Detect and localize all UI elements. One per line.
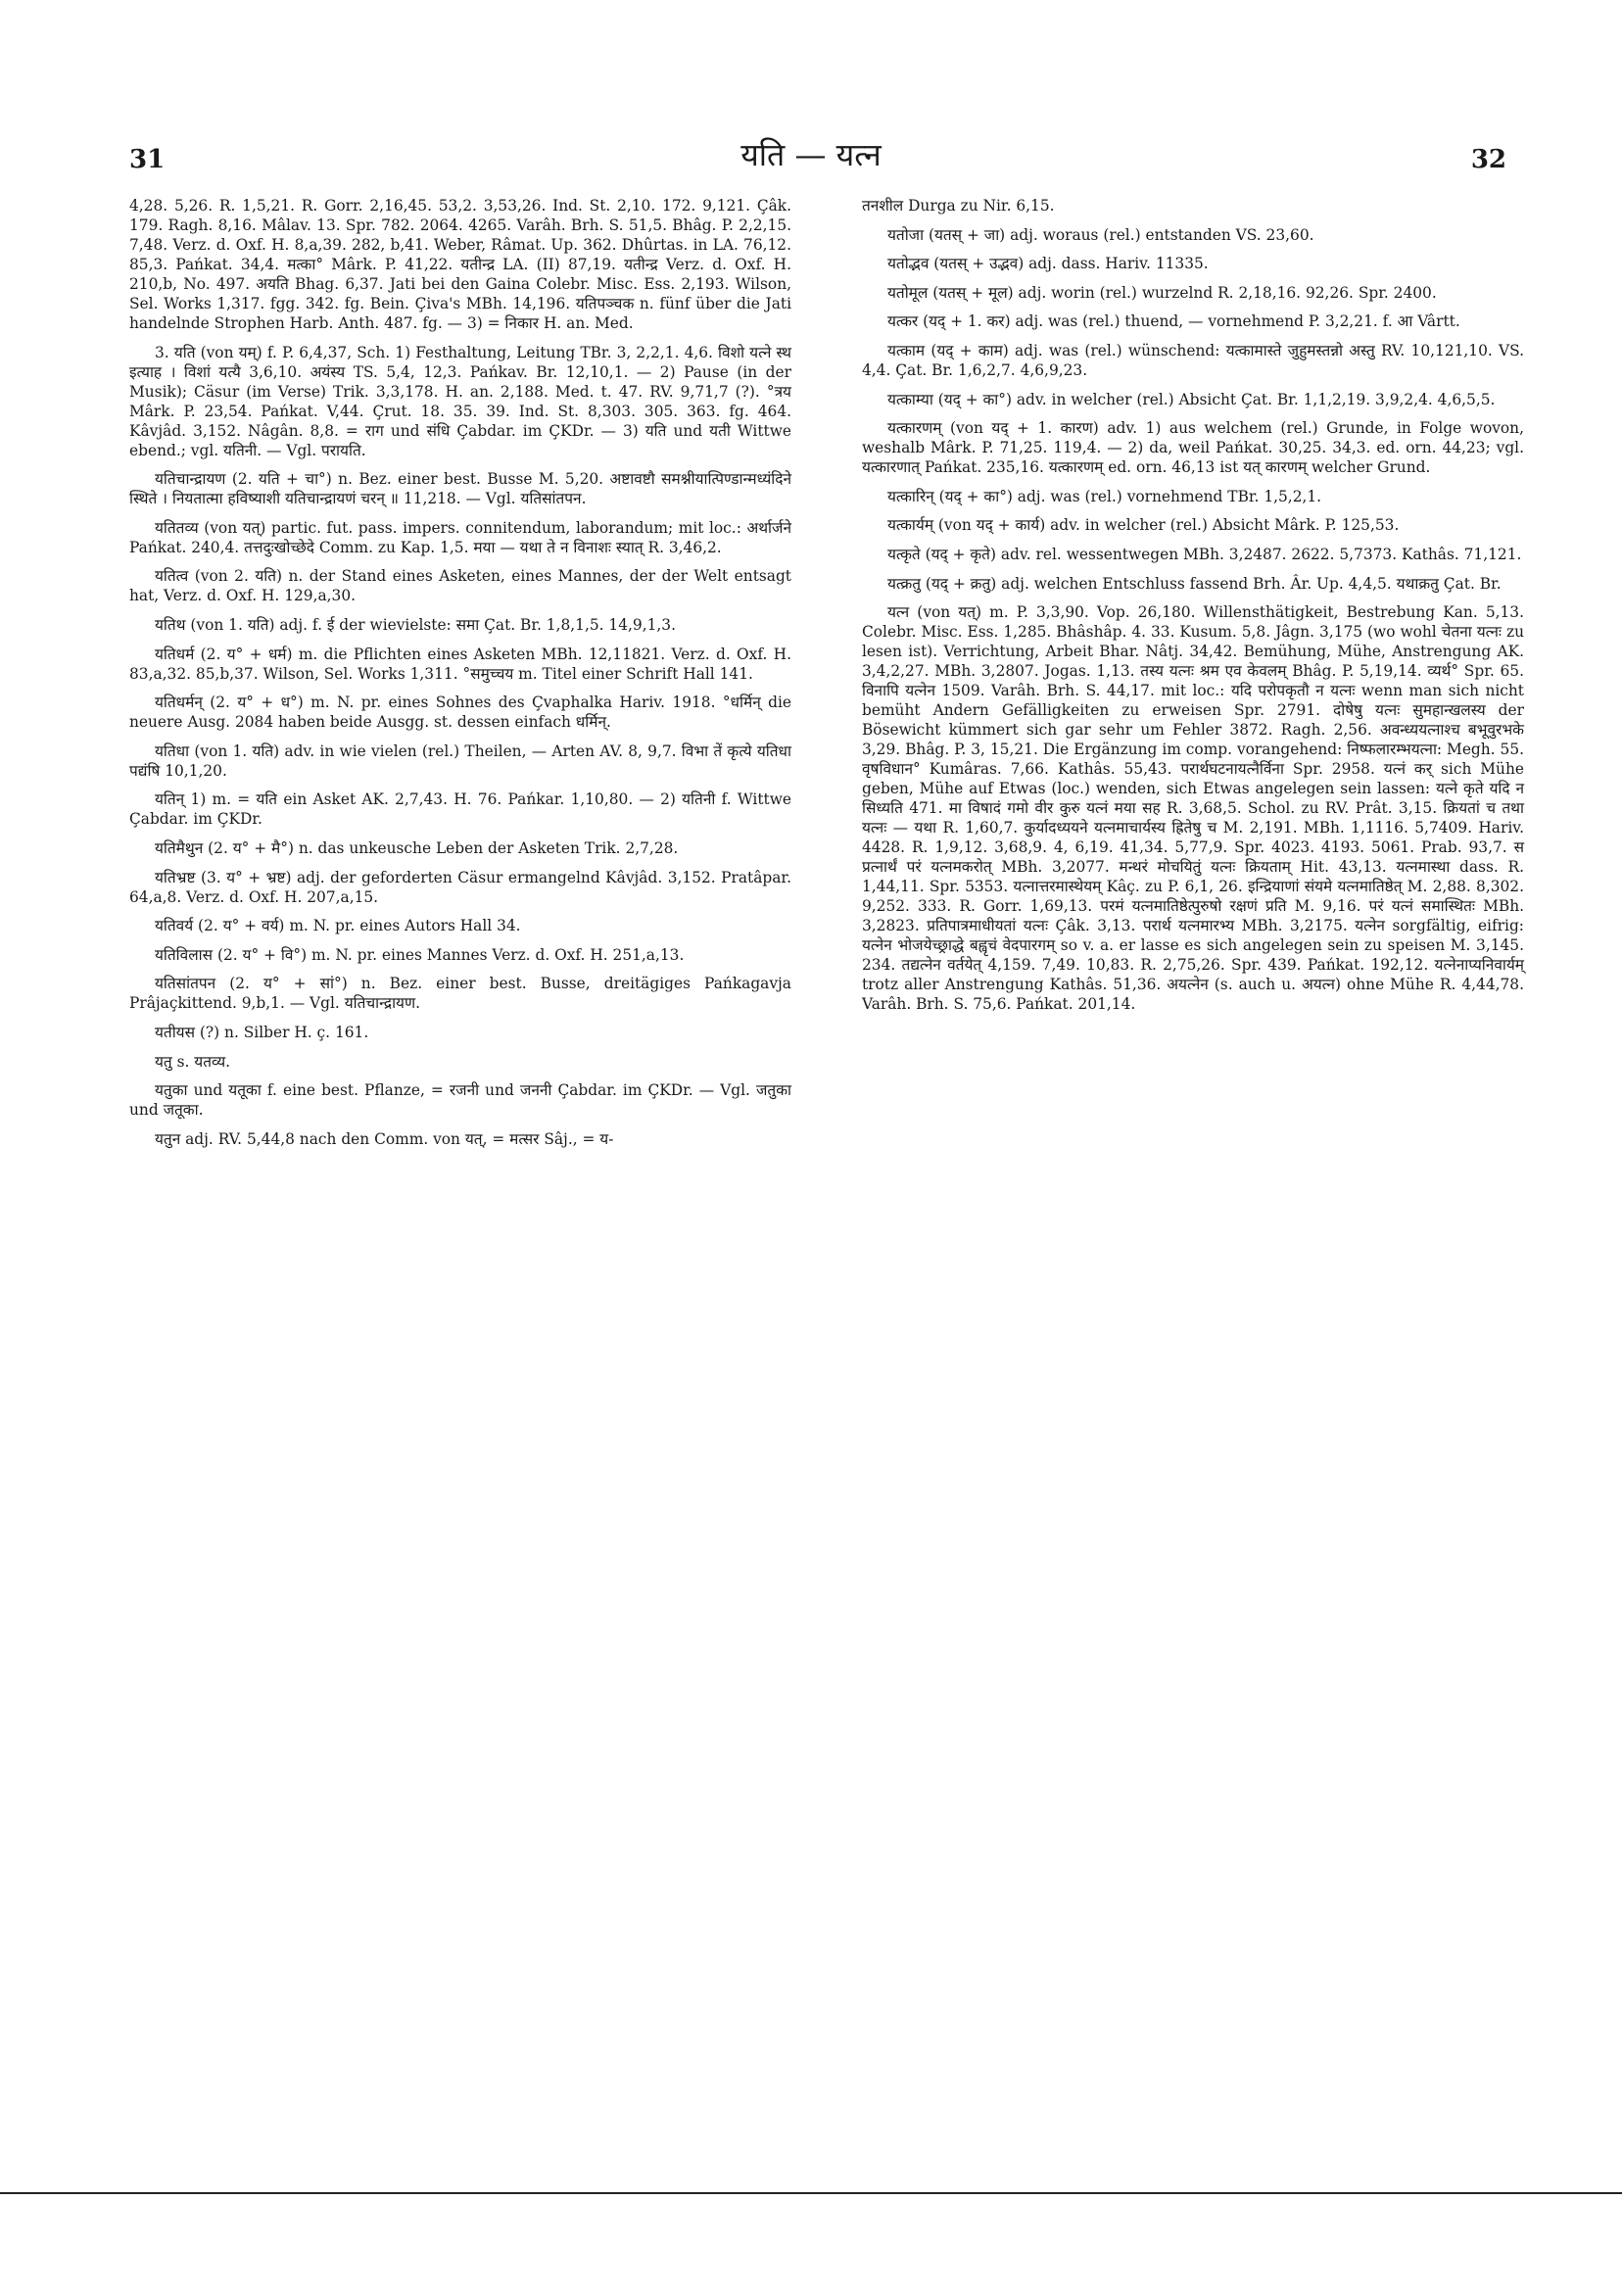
dictionary-entry: यतितव्य (von यत्) partic. fut. pass. impers. connitendum, laborandum; mit loc.: अर्थार्जने Pańkat. 240,4. तत्तदुःखोच्छेदे Comm. zu Kap. 1,5. मया — यथा ते न विनाशः स्यात् R. 3,46,2. xyxy=(129,518,791,556)
dictionary-entry: यतिधर्म (2. य° + धर्म) m. die Pflichten eines Asketen MBh. 12,11821. Verz. d. Oxf. H. 83,a,32. 85,b,37. Wilson, Sel. Works 1,311. °समुच्चय m. Titel einer Schrift Hall 141. xyxy=(129,645,791,683)
dictionary-entry: यतिवर्य (2. य° + वर्य) m. N. pr. eines Autors Hall 34. xyxy=(155,917,521,935)
dictionary-entry: तनशील Durga zu Nir. 6,15. xyxy=(862,197,1055,215)
dictionary-entry: यतुका und यतूका f. eine best. Pflanze, = रजनी und जननी Çabdar. im ÇKDr. — Vgl. जतुका und जतूका. xyxy=(129,1081,791,1120)
dictionary-entry: यत्कारिन् (यद् + का°) adj. was (rel.) vornehmend TBr. 1,5,2,1. xyxy=(887,487,1322,505)
dictionary-entry: यत्कार्यम् (von यद् + कार्य) adv. in welcher (rel.) Absicht Mârk. P. 125,53. xyxy=(887,516,1400,535)
dictionary-entry: यतोद्भव (यतस् + उद्भव) adj. dass. Hariv. 11335. xyxy=(887,255,1209,273)
dictionary-entry: यतित्व (von 2. यति) n. der Stand eines Asketen, eines Mannes, der der Welt entsagt hat, Verz. d. Oxf. H. 129,a,30. xyxy=(129,567,791,605)
dictionary-entry: यत्कृते (यद् + कृते) adv. rel. wessentwegen MBh. 3,2487. 2622. 5,7373. Kathâs. 71,121. xyxy=(887,545,1522,563)
dictionary-entry: यतिथ (von 1. यति) adj. f. ई der wievielste: समा Çat. Br. 1,8,1,5. 14,9,1,3. xyxy=(155,615,676,634)
dictionary-entry: यतीयस (?) n. Silber H. ç. 161. xyxy=(155,1023,369,1041)
page-number-right: 32 xyxy=(1470,145,1506,174)
dictionary-entry: यतिमैथुन (2. य° + मै°) n. das unkeusche Leben der Asketen Trik. 2,7,28. xyxy=(155,838,679,857)
page-number-left: 31 xyxy=(129,145,166,174)
dictionary-entry: यतिचान्द्रायण (2. यति + चा°) n. Bez. einer best. Busse M. 5,20. अष्टावष्टौ समश्नीयात्पिण्डान्मध्यंदिने स्थिते । नियतात्मा हविष्याशी यतिचान्द्रायणं चरन् ॥ 11,218. — Vgl. यतिसांतपन. xyxy=(129,470,791,508)
dictionary-entry: यत्कर (यद् + 1. कर) adj. was (rel.) thuend, — vornehmend P. 3,2,21. f. आ Vârtt. xyxy=(887,312,1460,331)
right-column xyxy=(862,196,1524,1024)
dictionary-entry: यतोजा (यतस् + जा) adj. woraus (rel.) entstanden VS. 23,60. xyxy=(887,225,1314,244)
dictionary-entry: यतिन् 1) m. = यति ein Asket AK. 2,7,43. H. 76. Pańkar. 1,10,80. — 2) यतिनी f. Wittwe Çabdar. im ÇKDr. xyxy=(129,790,791,829)
dictionary-entry: यतोमूल (यतस् + मूल) adj. worin (rel.) wurzelnd R. 2,18,16. 92,26. Spr. 2400. xyxy=(887,283,1437,302)
footer-rule xyxy=(0,2192,1622,2194)
dictionary-entry: यतिधर्मन् (2. य° + ध°) m. N. pr. eines Sohnes des Çvaphalka Hariv. 1918. °धर्मिन् die neuere Ausg. 2084 haben beide Ausgg. st. dessen einfach धर्मिन्. xyxy=(129,694,791,732)
dictionary-entry: यतिधा (von 1. यति) adv. in wie vielen (rel.) Theilen, — Arten AV. 8, 9,7. विभा तें कृत्ये यतिधा पद्यंषि 10,1,20. xyxy=(129,741,791,780)
dictionary-entry: यतु s. यतव्य. xyxy=(155,1052,231,1071)
dictionary-entry: यतिभ्रष्ट (3. य° + भ्रष्ट) adj. der geforderten Cäsur ermangelnd Kâvjâd. 3,152. Pratâpar. 64,a,8. Verz. d. Oxf. H. 207,a,15. xyxy=(129,868,791,906)
running-title: यति — यत्न xyxy=(740,136,882,173)
dictionary-entry: यत्क्रतु (यद् + क्रतु) adj. welchen Entschluss fassend Brh. Âr. Up. 4,4,5. यथाक्रतु Çat. Br. xyxy=(887,574,1502,593)
dictionary-entry: यत्काम्या (यद् + का°) adv. in welcher (rel.) Absicht Çat. Br. 1,1,2,19. 3,9,2,4. 4,6,5,5. xyxy=(887,390,1496,408)
dictionary-entry: यत्न (von यत्) m. P. 3,3,90. Vop. 26,180. Willensthätigkeit, Bestrebung Kan. 5,13. Colebr. Misc. Ess. 1,285. Bhâshâp. 4. 33. Kusum. 5,8. Jâgn. 3,175 (wo wohl चेतना यत्नः zu lesen ist). Verrichtung, Arbeit Bhar. Nâtj. 34,42. Bemühung, Mühe, Anstrengung AK. 3,4,2,27. MBh. 3,2807. Jogas. 1,13. तस्य यत्नः श्रम एव केवलम् Bhâg. P. 5,19,14. व्यर्थ° Spr. 65. विनापि यत्नेन 1509. Varâh. Brh. S. 44,17. mit loc.: यदि परोपकृतौ न यत्नः wenn man sich nicht bemüht Andern Gefälligkeiten zu erweisen Spr. 2791. दोषेषु यत्नः सुमहान्खलस्य der Bösewicht kümmert sich gar sehr um Fehler 3872. Ragh. 2,56. अवन्ध्ययत्नाश्च बभूवुरभके 3,29. Bhâg. P. 3, 15,21. Die Ergänzung im comp. vorangehend: निष्फलारम्भयत्ना: Megh. 55. वृषविधान° Kumâras. 7,66. Kathâs. 55,43. परार्थघटनायत्नैर्विना Spr. 2958. यत्नं कर् sich Mühe geben, Mühe auf Etwas (loc.) wenden, sich Etwas angelegen sein lassen: यत्ने कृते यदि न सिध्यति 471. मा विषादं गमो वीर कुरु यत्नं मया सह R. 3,68,5. Schol. zu RV. Prât. 3,15. क्रियतां च तथा यत्नः — यथा R. 1,60,7. कुर्यादध्ययने यत्नमाचार्यस्य ह्रितेषु च M. 2,191. MBh. 1,1116. 5,7409. Hariv. 4428. R. 1,9,12. 3,68,9. 4, 6,19. 41,34. 5,77,9. Spr. 4023. 4193. 5061. Prab. 93,7. स प्रत्नार्थं परं यत्नमकरोत् MBh. 3,2077. मन्थरं मोचयितुं यत्नः क्रियताम् Hit. 43,13. यत्नमास्था dass. R. 1,44,11. Spr. 5353. यत्नात्तरमास्थेयम् Kâç. zu P. 6,1, 26. इन्द्रियाणां संयमे यत्नमातिष्ठेत् M. 2,88. 8,302. 9,252. 333. R. Gorr. 1,69,13. परमं यत्नमातिष्ठेत्पुरुषो रक्षणं प्रति M. 9,16. परं यत्नं समास्थितः MBh. 3,2823. प्रतिपात्रमाधीयतां यत्नः Çâk. 3,13. परार्थ यत्नमारभ्य MBh. 3,2175. यत्नेन sorgfältig, eifrig: यत्नेन भोजयेच्छ्राद्धे बह्वृचं वेदपारगम् so v. a. er lasse es sich angelegen sein zu speisen M. 3,145. 234. तद्यत्नेन वर्तयेत् 4,159. 7,49. 10,83. R. 2,75,26. Spr. 439. Pańkat. 192,12. यत्नेनाप्यनिवार्यम् trotz aller Anstrengung Kathâs. 51,36. अयत्नेन (s. auch u. अयत्न) ohne Mühe R. 4,44,78. Varâh. Brh. S. 75,6. Pańkat. 201,14. xyxy=(862,603,1524,1014)
left-column xyxy=(129,196,791,1158)
dictionary-entry: यत्कारणम् (von यद् + 1. कारण) adv. 1) aus welchem (rel.) Grunde, in Folge wovon, weshalb Mârk. P. 71,25. 119,4. — 2) da, weil Pańkat. 30,25. 34,3. ed. orn. 44,23; vgl. यत्कारणात् Pańkat. 235,16. यत्कारणम् ed. orn. 46,13 ist यत् कारणम् welcher Grund. xyxy=(862,419,1524,477)
dictionary-entry: 3. यति (von यम्) f. P. 6,4,37, Sch. 1) Festhaltung, Leitung TBr. 3, 2,2,1. 4,6. विशो यत्ने स्थ इत्याह । विशां यत्यै 3,6,10. अयंस्य TS. 5,4, 12,3. Pańkav. Br. 12,10,1. — 2) Pause (in der Musik); Cäsur (im Verse) Trik. 3,3,178. H. an. 2,188. Med. t. 47. RV. 9,71,7 (?). °त्रय Mârk. P. 23,54. Pańkat. V,44. Çrut. 18. 35. 39. Ind. St. 8,303. 305. 363. fg. 464. Kâvjâd. 3,152. Nâgân. 8,8. = राग und संधि Çabdar. im ÇKDr. — 3) यति und यती Wittwe ebend.; vgl. यतिनी. — Vgl. परायति. xyxy=(129,343,791,459)
dictionary-entry: यतिसांतपन (2. य° + सां°) n. Bez. einer best. Busse, dreitägiges Pańkagavja Prâjaçkittend. 9,b,1. — Vgl. यतिचान्द्रायण. xyxy=(129,975,791,1013)
dictionary-entry: 4,28. 5,26. R. 1,5,21. R. Gorr. 2,16,45. 53,2. 3,53,26. Ind. St. 2,10. 172. 9,121. Çâk. 179. Ragh. 8,16. Mâlav. 13. Spr. 782. 2064. 4265. Varâh. Brh. S. 51,5. Bhâg. P. 2,2,15. 7,48. Verz. d. Oxf. H. 8,a,39. 282, b,41. Weber, Râmat. Up. 362. Dhûrtas. in LA. 76,12. 85,3. Pańkat. 34,4. मत्का° Mârk. P. 41,22. यतीन्द्र LA. (II) 87,19. यतीन्द्र Verz. d. Oxf. H. 210,b, No. 497. अयति Bhag. 6,37. Jati bei den Gaina Colebr. Misc. Ess. 2,193. Wilson, Sel. Works 1,317. fgg. 342. fg. Bein. Çiva's MBh. 14,196. यतिपञ्चक n. fünf über die Jati handelnde Strophen Harb. Anth. 487. fg. — 3) = निकार H. an. Med. xyxy=(129,197,791,332)
dictionary-entry: यत्काम (यद् + काम) adj. was (rel.) wünschend: यत्कामास्ते जुहुमस्तन्नो अस्तु RV. 10,121,10. VS. 4,4. Çat. Br. 1,6,2,7. 4,6,9,23. xyxy=(862,341,1524,379)
dictionary-entry: यतिविलास (2. य° + वि°) m. N. pr. eines Mannes Verz. d. Oxf. H. 251,a,13. xyxy=(155,945,685,964)
dictionary-entry: यतुन adj. RV. 5,44,8 nach den Comm. von यत्, = मत्सर Sâj., = य- xyxy=(155,1129,614,1148)
